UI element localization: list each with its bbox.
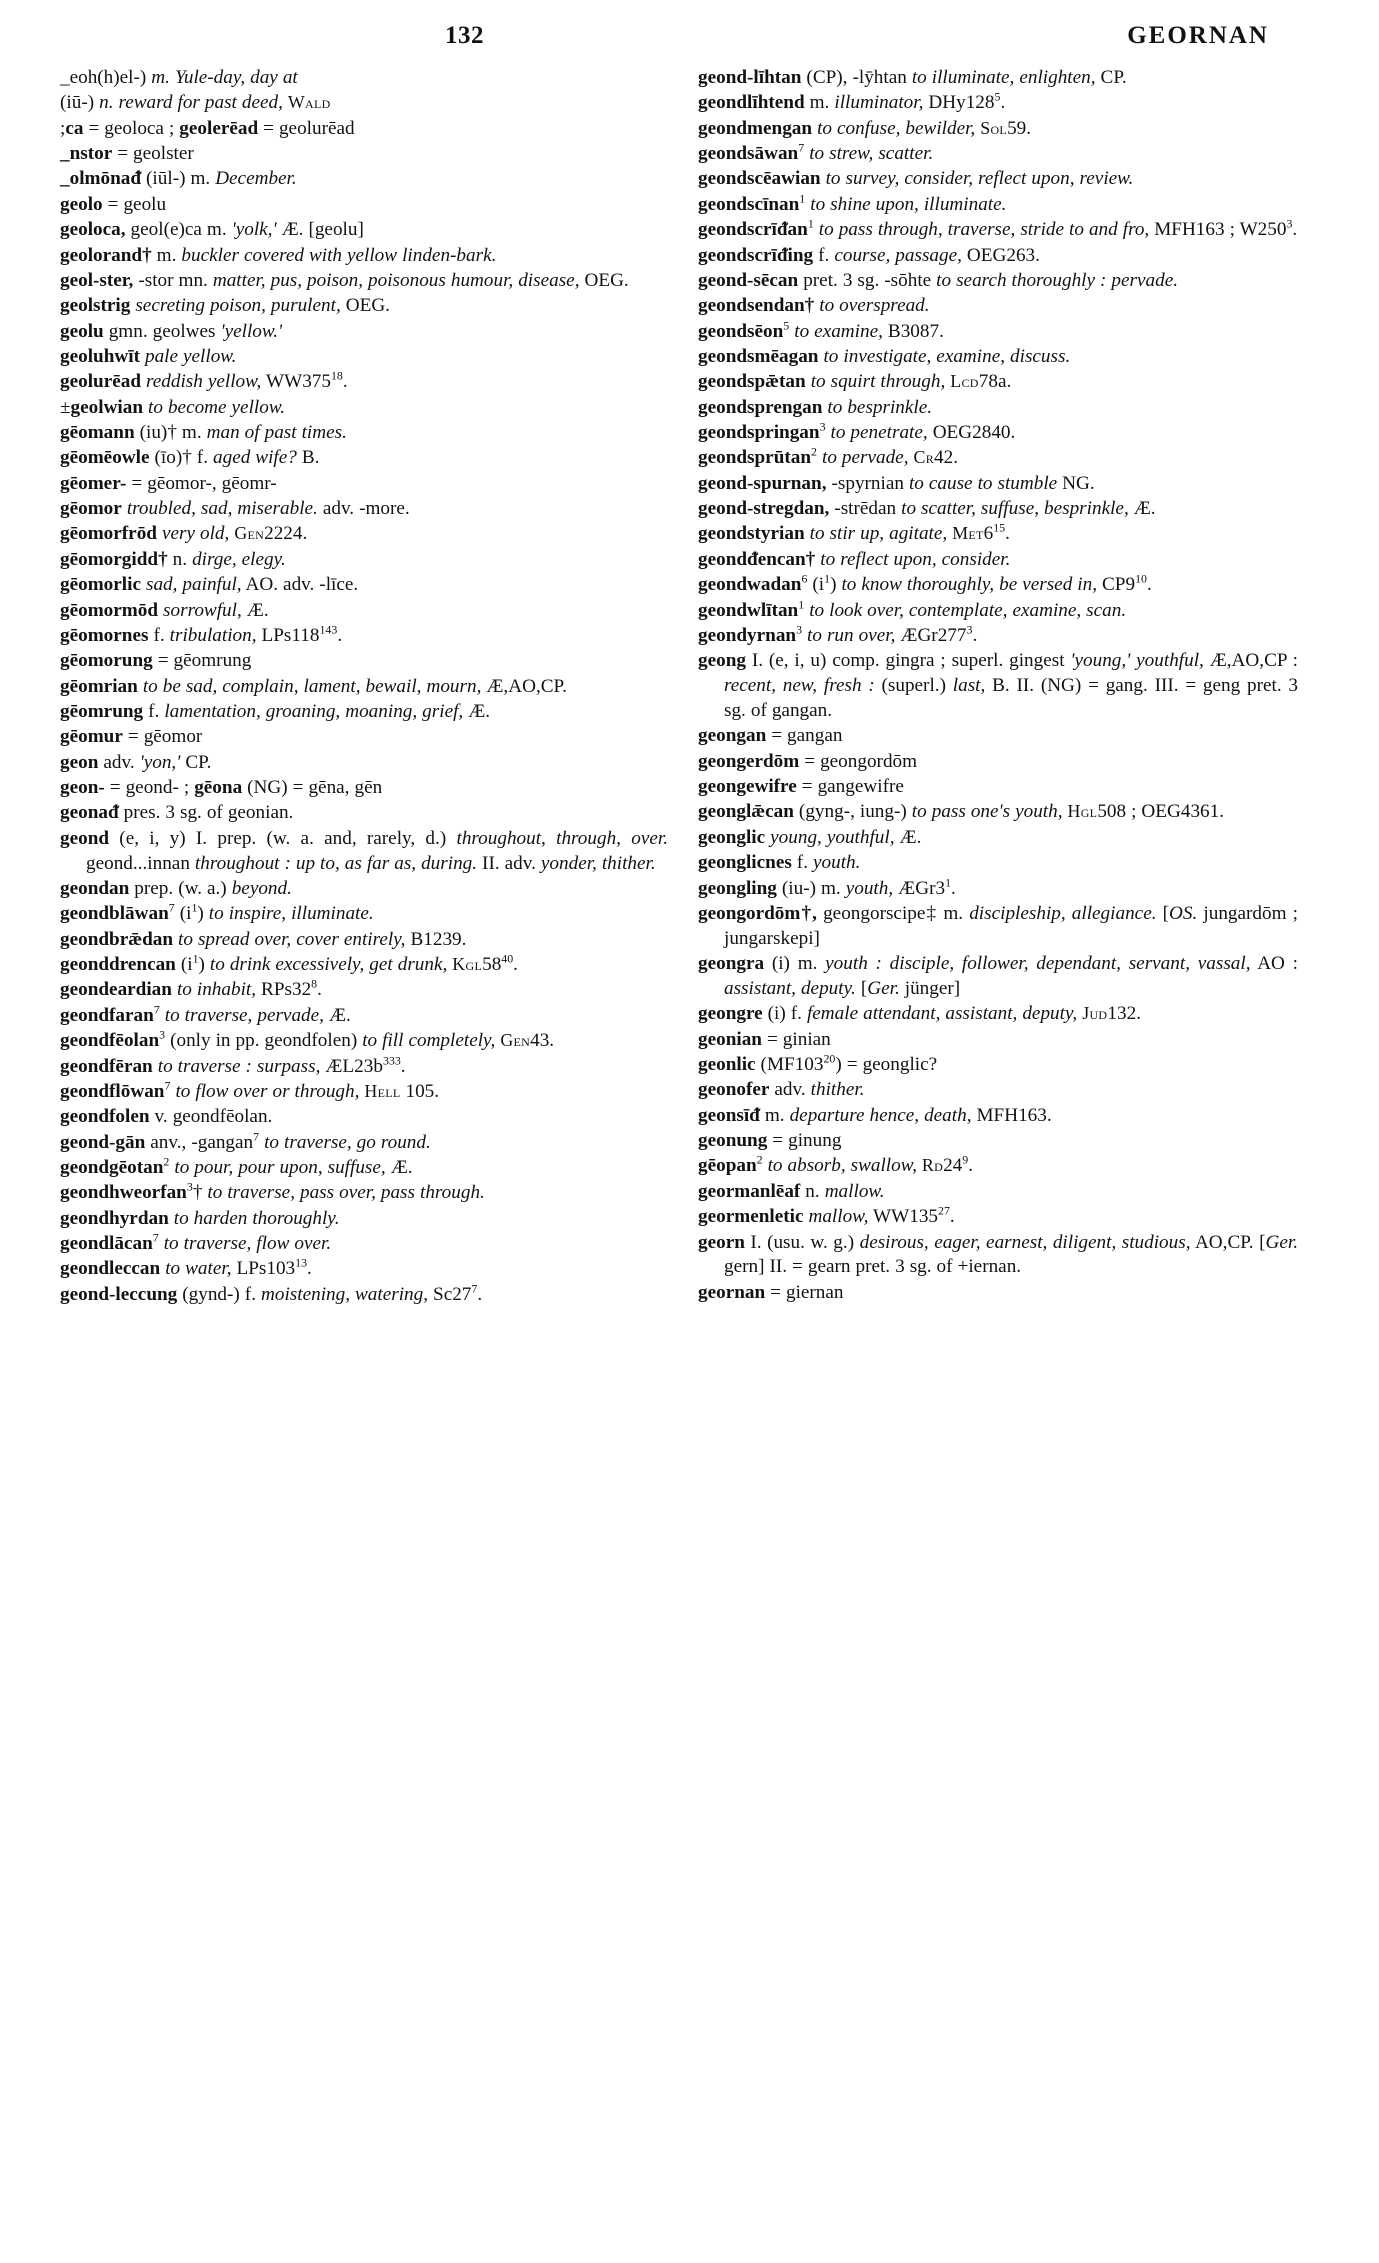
- dictionary-entry: geong I. (e, i, u) comp. gingra ; superl. gingest 'young,' youthful, Æ,AO,CP : recent, new, fresh : (superl.) last, B. II. (NG) = gang. III. = geng pret. 3 sg. of gangan.: [698, 650, 1299, 721]
- dictionary-entry: geondhweorfan$^3$† to traverse, pass over, pass through.: [60, 1179, 485, 1204]
- dictionary-entry: geondblāwan$^7$ $(i^1)$ to inspire, illuminate.: [60, 900, 374, 925]
- dictionary-entry: gēomēowle (īo)† f. aged wife? B.: [60, 447, 320, 469]
- dictionary-entry: geon- = geond- ; gēona (NG) = gēna, gēn: [60, 777, 383, 799]
- dictionary-entry: gēomornes f. tribulation, $LPs118^{143}$.: [60, 622, 343, 646]
- dictionary-entry: geondscrīᵭan$^1$ to pass through, traverse, stride to and fro, MFH163 ; $W250^3$.: [698, 216, 1298, 241]
- dictionary-entry: geongling (iu-) m. youth, $ÆGr3^1$.: [698, 875, 956, 899]
- dictionary-entry: geond-sēcan pret. 3 sg. -sōhte to search thoroughly : pervade.: [698, 269, 1179, 291]
- dictionary-entry: geondflōwan$^7$ to flow over or through, Hell 105.: [60, 1078, 440, 1102]
- dictionary-entry: ±geolwian to become yellow.: [60, 396, 286, 418]
- dictionary-entry: (iū-) n. reward for past deed, Wald: [60, 92, 331, 114]
- dictionary-entry: geolo = geolu: [60, 193, 167, 215]
- text-columns: [60, 66, 1319, 1308]
- dictionary-entry: geolurēad reddish yellow, $WW375^{18}$.: [60, 368, 348, 393]
- dictionary-entry: geondfēolan$^3$ (only in pp. geondfolen) to fill completely, Gen43.: [60, 1027, 555, 1052]
- dictionary-entry: geondleccan to water, $LPs103^{13}$.: [60, 1256, 312, 1280]
- dictionary-entry: geondwlītan$^1$ to look over, contemplate, examine, scan.: [698, 597, 1127, 621]
- dictionary-entry: geond-leccung (gynd-) f. moistening, watering, $Sc27^7$.: [60, 1281, 483, 1305]
- dictionary-entry: geongordōm†, geongorscipe‡ m. discipleship, allegiance. [OS. jungardōm ; jungarskepi]: [698, 902, 1298, 949]
- dictionary-entry: geon adv. 'yon,' CP.: [60, 751, 212, 773]
- dictionary-entry: geondlācan$^7$ to traverse, flow over.: [60, 1230, 332, 1255]
- dictionary-entry: geondspǣtan to squirt through, Lcd78a.: [698, 371, 1012, 393]
- dictionary-entry: gēomorfrōd very old, Gen2224.: [60, 523, 308, 545]
- dictionary-entry: gēomann (iu)† m. man of past times.: [60, 422, 347, 444]
- dictionary-entry: geondstyrian to stir up, agitate, $Met6^{15}$.: [698, 521, 1010, 545]
- dictionary-entry: geonlic $(MF103^{20})$ = geonglic?: [698, 1051, 938, 1076]
- page-header: [60, 18, 1319, 66]
- dictionary-entry: geondgēotan$^2$ to pour, pour upon, suffuse, Æ.: [60, 1154, 413, 1178]
- dictionary-entry: geormenletic mallow, $WW135^{27}$.: [698, 1203, 955, 1228]
- dictionary-entry: geonaᵭ pres. 3 sg. of geonian.: [60, 802, 294, 824]
- dictionary-entry: gēopan$^2$ to absorb, swallow, $Rd24^9$.: [698, 1153, 974, 1177]
- dictionary-entry: geol-ster, -stor mn. matter, pus, poison, poisonous humour, disease, OEG.: [60, 269, 629, 291]
- dictionary-entry: geondbrǣdan to spread over, cover entirely, B1239.: [60, 928, 467, 950]
- dictionary-entry: geondspringan$^3$ to penetrate, OEG2840.: [698, 419, 1016, 444]
- dictionary-entry: geolorand† m. buckler covered with yellow linden-bark.: [60, 244, 497, 266]
- dictionary-entry: geondscīnan$^1$ to shine upon, illuminate.: [698, 191, 1007, 215]
- running-head: GEORNAN: [1127, 22, 1269, 49]
- dictionary-entry: geonofer adv. thither.: [698, 1079, 865, 1101]
- dictionary-entry: geondsprengan to besprinkle.: [698, 396, 933, 418]
- dictionary-entry: gēomrung f. lamentation, groaning, moaning, grief, Æ.: [60, 700, 491, 722]
- folio-number: 132: [445, 22, 484, 49]
- dictionary-entry: gēomorlic sad, painful, AO. adv. -līce.: [60, 574, 359, 596]
- dictionary-entry: geongewifre = gangewifre: [698, 776, 904, 798]
- dictionary-entry: geonglǣcan (gyng-, iung-) to pass one's youth, Hgl508 ; OEG4361.: [698, 801, 1225, 823]
- dictionary-entry: geondan prep. (w. a.) beyond.: [60, 878, 292, 899]
- dictionary-entry: gēomorgidd† n. dirge, elegy.: [60, 548, 286, 570]
- dictionary-entry: geondsēon$^5$ to examine, B3087.: [698, 318, 944, 342]
- column-right: [698, 66, 1298, 1306]
- dictionary-entry: geond-spurnan, -spyrnian to cause to stumble NG.: [698, 472, 1095, 494]
- dictionary-entry: geondlīhtend m. illuminator, $DHy128^5$.: [698, 89, 1006, 114]
- dictionary-entry: geondyrnan$^3$ to run over, $ÆGr277^3$.: [698, 622, 978, 646]
- dictionary-entry: gēomer- = gēomor-, gēomr-: [60, 472, 277, 494]
- column-left: [60, 66, 668, 1308]
- dictionary-entry: geoloca, geol(e)ca m. 'yolk,' Æ. [geolu]: [60, 219, 364, 241]
- dictionary-entry: gēomor troubled, sad, miserable. adv. -more.: [60, 498, 410, 520]
- dictionary-entry: geolstrig secreting poison, purulent, OEG.: [60, 295, 390, 317]
- dictionary-entry: geondfaran$^7$ to traverse, pervade, Æ.: [60, 1002, 351, 1026]
- dictionary-entry: ;ca = geoloca ; geolerēad = geolurēad: [60, 117, 355, 139]
- dictionary-entry: gēomormōd sorrowful, Æ.: [60, 599, 269, 621]
- dictionary-entry: geond-līhtan (CP), -lȳhtan to illuminate, enlighten, CP.: [698, 67, 1127, 88]
- dictionary-entry: geondscrīᵭing f. course, passage, OEG263.: [698, 244, 1040, 266]
- dictionary-entry: geonung = ginung: [698, 1130, 842, 1152]
- dictionary-entry: geonddrencan $(i^1)$ to drink excessively, get drunk, $Kgl58^{40}$.: [60, 951, 518, 976]
- dictionary-entry: geoluhwīt pale yellow.: [60, 345, 237, 367]
- dictionary-entry: geonsīᵭ m. departure hence, death, MFH163.: [698, 1104, 1052, 1126]
- dictionary-entry: georn I. (usu. w. g.) desirous, eager, earnest, diligent, studious, AO,CP. [Ger. gern] II. = gearn pret. 3 sg. of +iernan.: [698, 1231, 1298, 1278]
- dictionary-entry: geondsāwan$^7$ to strew, scatter.: [698, 140, 934, 165]
- dictionary-entry: geondeardian to inhabit, $RPs32^8$.: [60, 977, 322, 1001]
- dictionary-entry: _olmōnaᵭ (iūl-) m. December.: [60, 168, 297, 190]
- dictionary-entry: geondᵭencan† to reflect upon, consider.: [698, 548, 1011, 570]
- dictionary-entry: geongra (i) m. youth : disciple, follower, dependant, servant, vassal, AO : assistant, deputy. [Ger. jünger]: [698, 953, 1298, 999]
- dictionary-entry: geongan = gangan: [698, 725, 843, 747]
- dictionary-entry: geondsmēagan to investigate, examine, discuss.: [698, 345, 1071, 367]
- dictionary-entry: geondmengan to confuse, bewilder, Sol59.: [698, 117, 1032, 139]
- dictionary-entry: geondwadan$^6$ $(i^1)$ to know thoroughly, be versed in, $CP9^{10}$.: [698, 571, 1152, 596]
- dictionary-entry: geond-stregdan, -strēdan to scatter, suffuse, besprinkle, Æ.: [698, 498, 1156, 520]
- dictionary-entry: gēomrian to be sad, complain, lament, bewail, mourn, Æ,AO,CP.: [60, 675, 567, 697]
- dictionary-entry: geond-gān anv., -gangan$^7$ to traverse, go round.: [60, 1129, 431, 1153]
- dictionary-entry: geonian = ginian: [698, 1028, 831, 1050]
- dictionary-entry: geongerdōm = geongordōm: [698, 750, 918, 772]
- dictionary-entry: geondfolen v. geondfēolan.: [60, 1106, 273, 1128]
- dictionary-entry: geondsprūtan$^2$ to pervade, Cr42.: [698, 445, 959, 469]
- dictionary-entry: geondscēawian to survey, consider, reflect upon, review.: [698, 168, 1134, 190]
- dictionary-entry: gēomorung = gēomrung: [60, 650, 252, 672]
- dictionary-entry: geonglicnes f. youth.: [698, 852, 861, 874]
- dictionary-entry: geondhyrdan to harden thoroughly.: [60, 1207, 340, 1229]
- dictionary-entry: geond (e, i, y) I. prep. (w. a. and, rarely, d.) throughout, through, over. geond...innan throughout : up to, as far as, during. II. adv. yonder, thither.: [60, 827, 668, 874]
- dictionary-entry: geornan = giernan: [698, 1281, 844, 1303]
- dictionary-entry: _eoh(h)el-) m. Yule-day, day at: [60, 67, 298, 88]
- dictionary-entry: geondsendan† to overspread.: [698, 295, 930, 317]
- dictionary-entry: geolu gmn. geolwes 'yellow.': [60, 320, 283, 342]
- dictionary-entry: gēomur = gēomor: [60, 726, 203, 748]
- dictionary-entry: geormanlēaf n. mallow.: [698, 1180, 885, 1202]
- dictionary-entry: _nstor = geolster: [60, 143, 194, 165]
- dictionary-entry: geonglic young, youthful, Æ.: [698, 826, 922, 848]
- dictionary-entry: geongre (i) f. female attendant, assistant, deputy, Jud132.: [698, 1003, 1141, 1025]
- dictionary-entry: geondfēran to traverse : surpass, $ÆL23b^{333}$.: [60, 1053, 406, 1077]
